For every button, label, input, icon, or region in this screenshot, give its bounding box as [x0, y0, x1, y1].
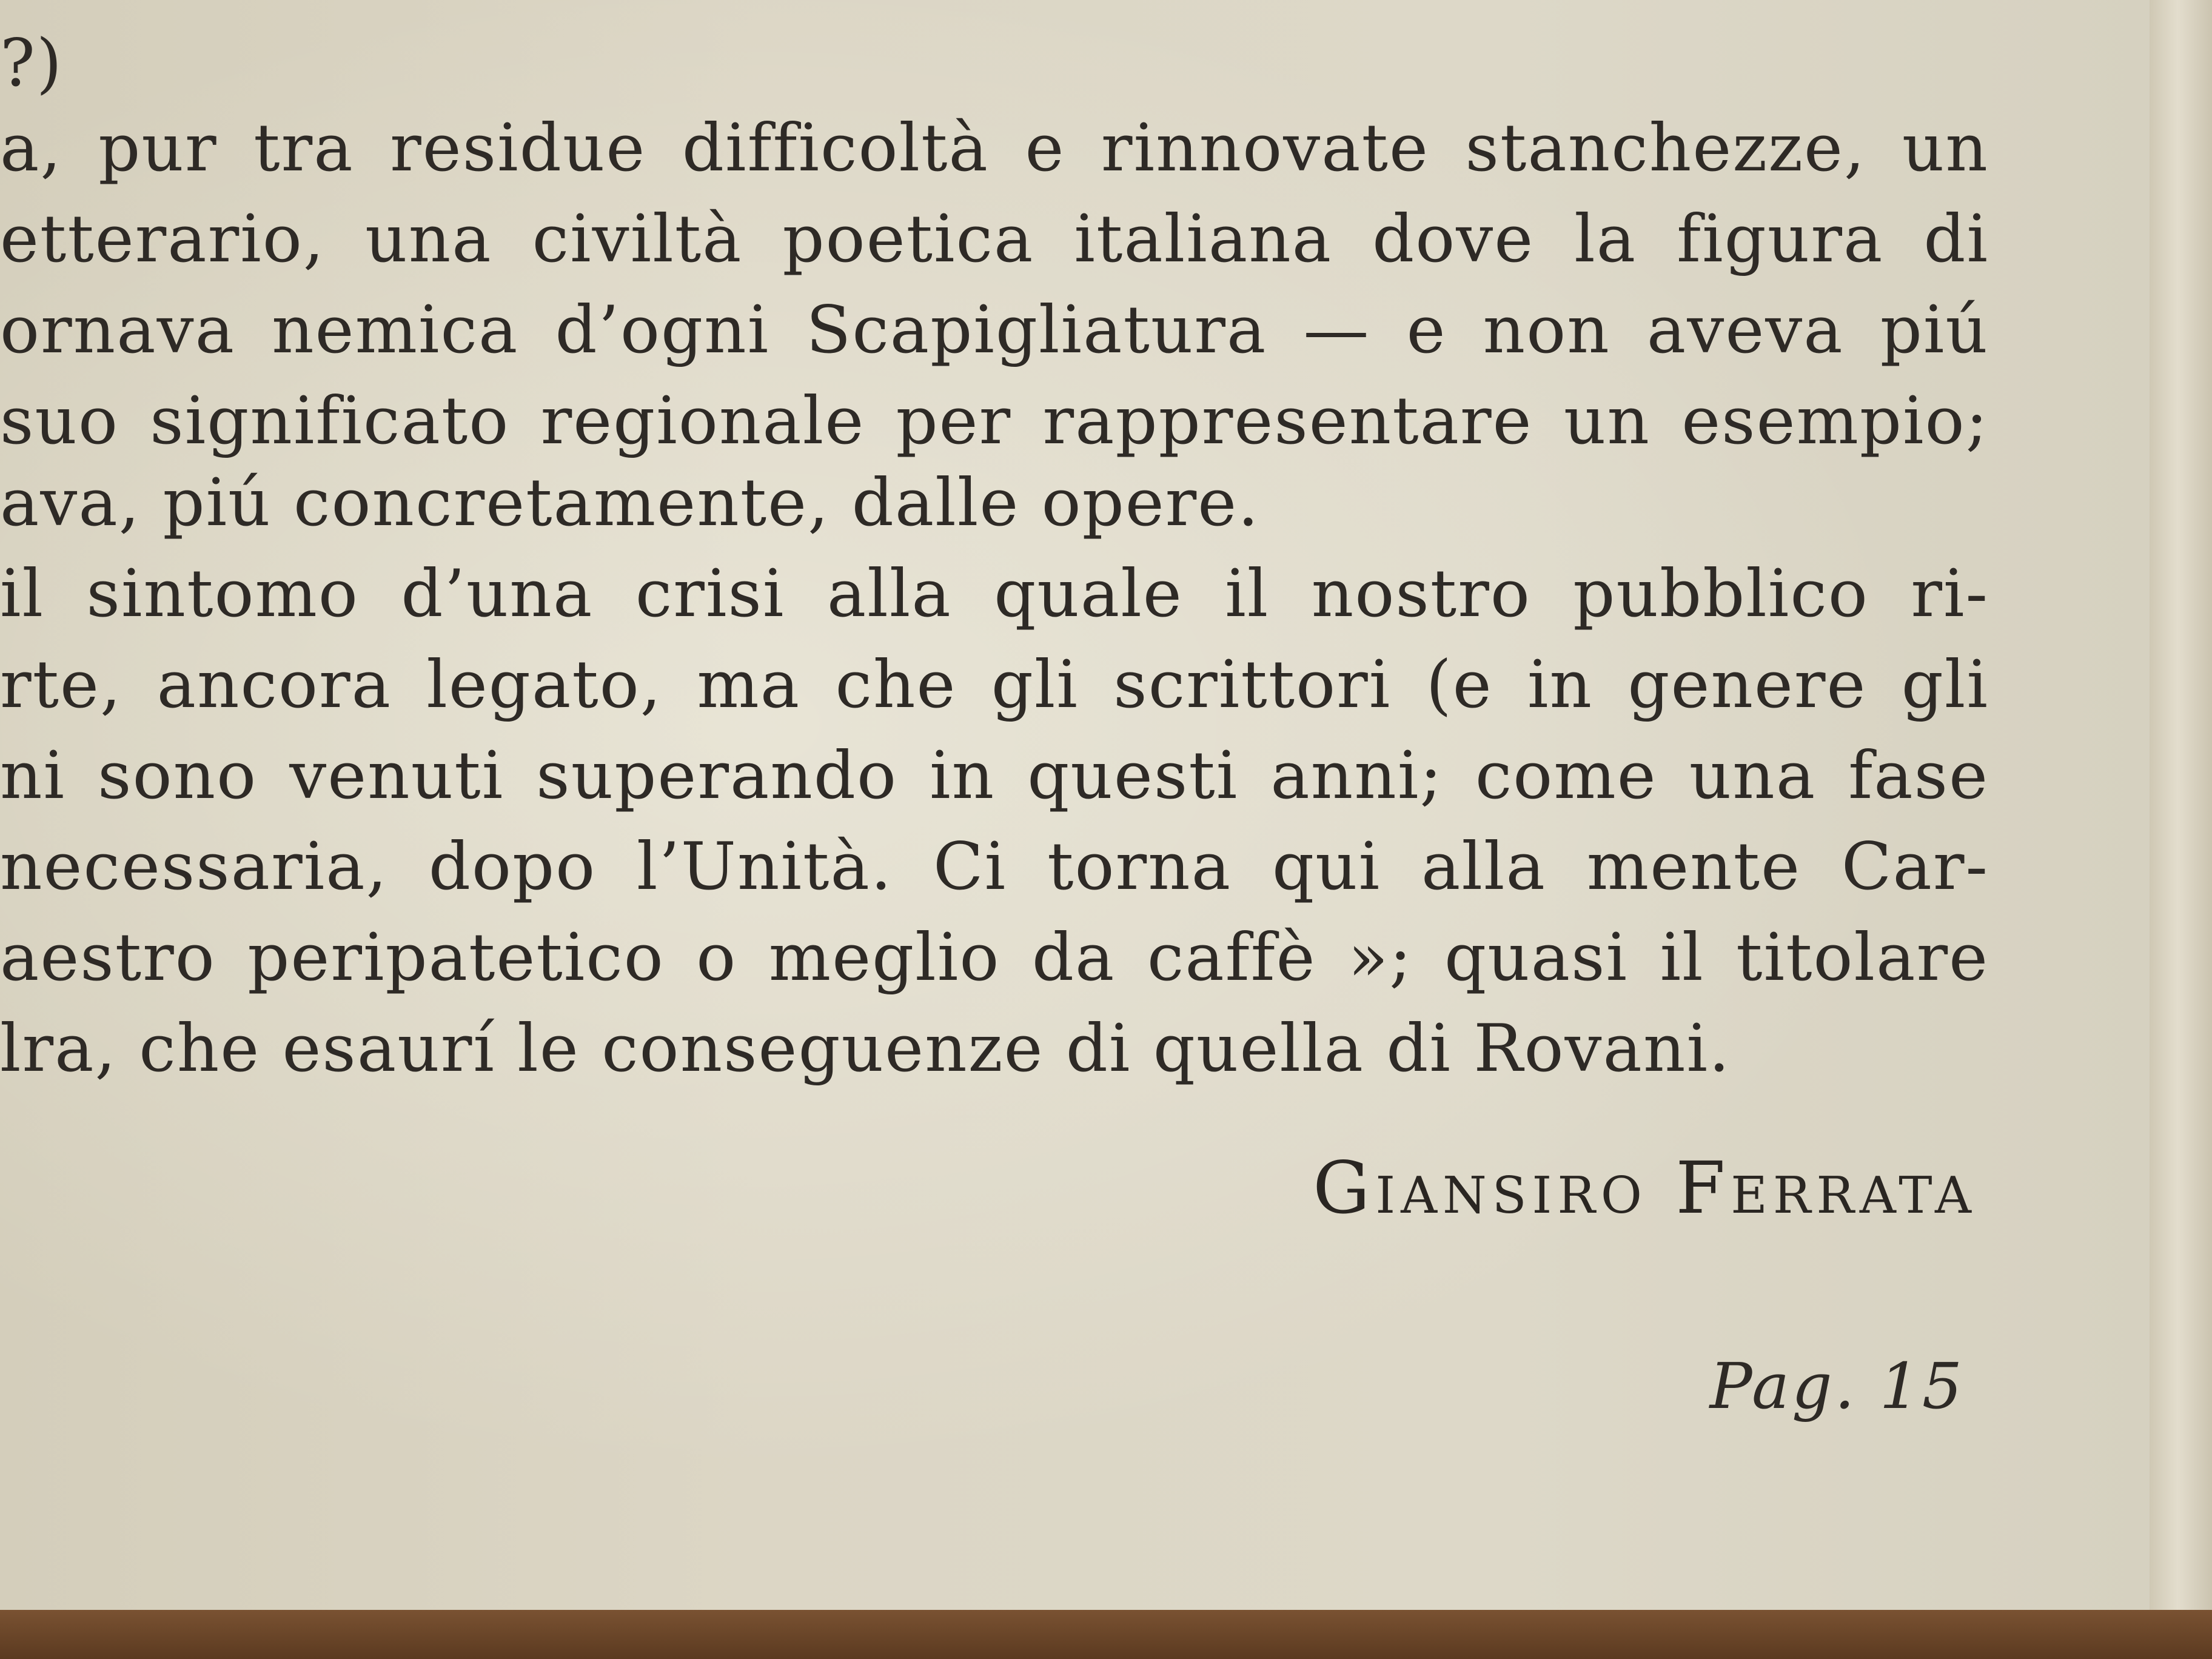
text-line: etterario, una civiltà poetica italiana dove la figura di [0, 201, 1989, 277]
text-line: ornava nemica d’ogni Scapigliatura — e non aveva piú [0, 292, 1989, 368]
text-line: ?) [0, 25, 64, 101]
text-line: rte, ancora legato, ma che gli scrittori (e in genere gli [0, 647, 1989, 723]
text-line: ava, piú concretamente, dalle opere. [0, 465, 1260, 541]
text-line: ni sono venuti superando in questi anni; come una fase [0, 738, 1989, 814]
page-edge [2150, 0, 2212, 1659]
table-surface [0, 1610, 2212, 1659]
text-line: il sintomo d’una crisi alla quale il nostro pubblico ri- [0, 556, 1989, 632]
page-number: Pag. 15 [1709, 1349, 1965, 1423]
text-line: a, pur tra residue difficoltà e rinnovate stanchezze, un [0, 110, 1989, 186]
text-line: lra, che esaurí le conseguenze di quella di Rovani. [0, 1011, 1731, 1087]
text-line: aestro peripatetico o meglio da caffè »; quasi il titolare [0, 920, 1989, 996]
author-signature: Giansiro Ferrata [1313, 1146, 1977, 1230]
text-line: suo significato regionale per rappresentare un esempio; [0, 383, 1989, 459]
text-line: necessaria, dopo l’Unità. Ci torna qui alla mente Car- [0, 829, 1989, 905]
